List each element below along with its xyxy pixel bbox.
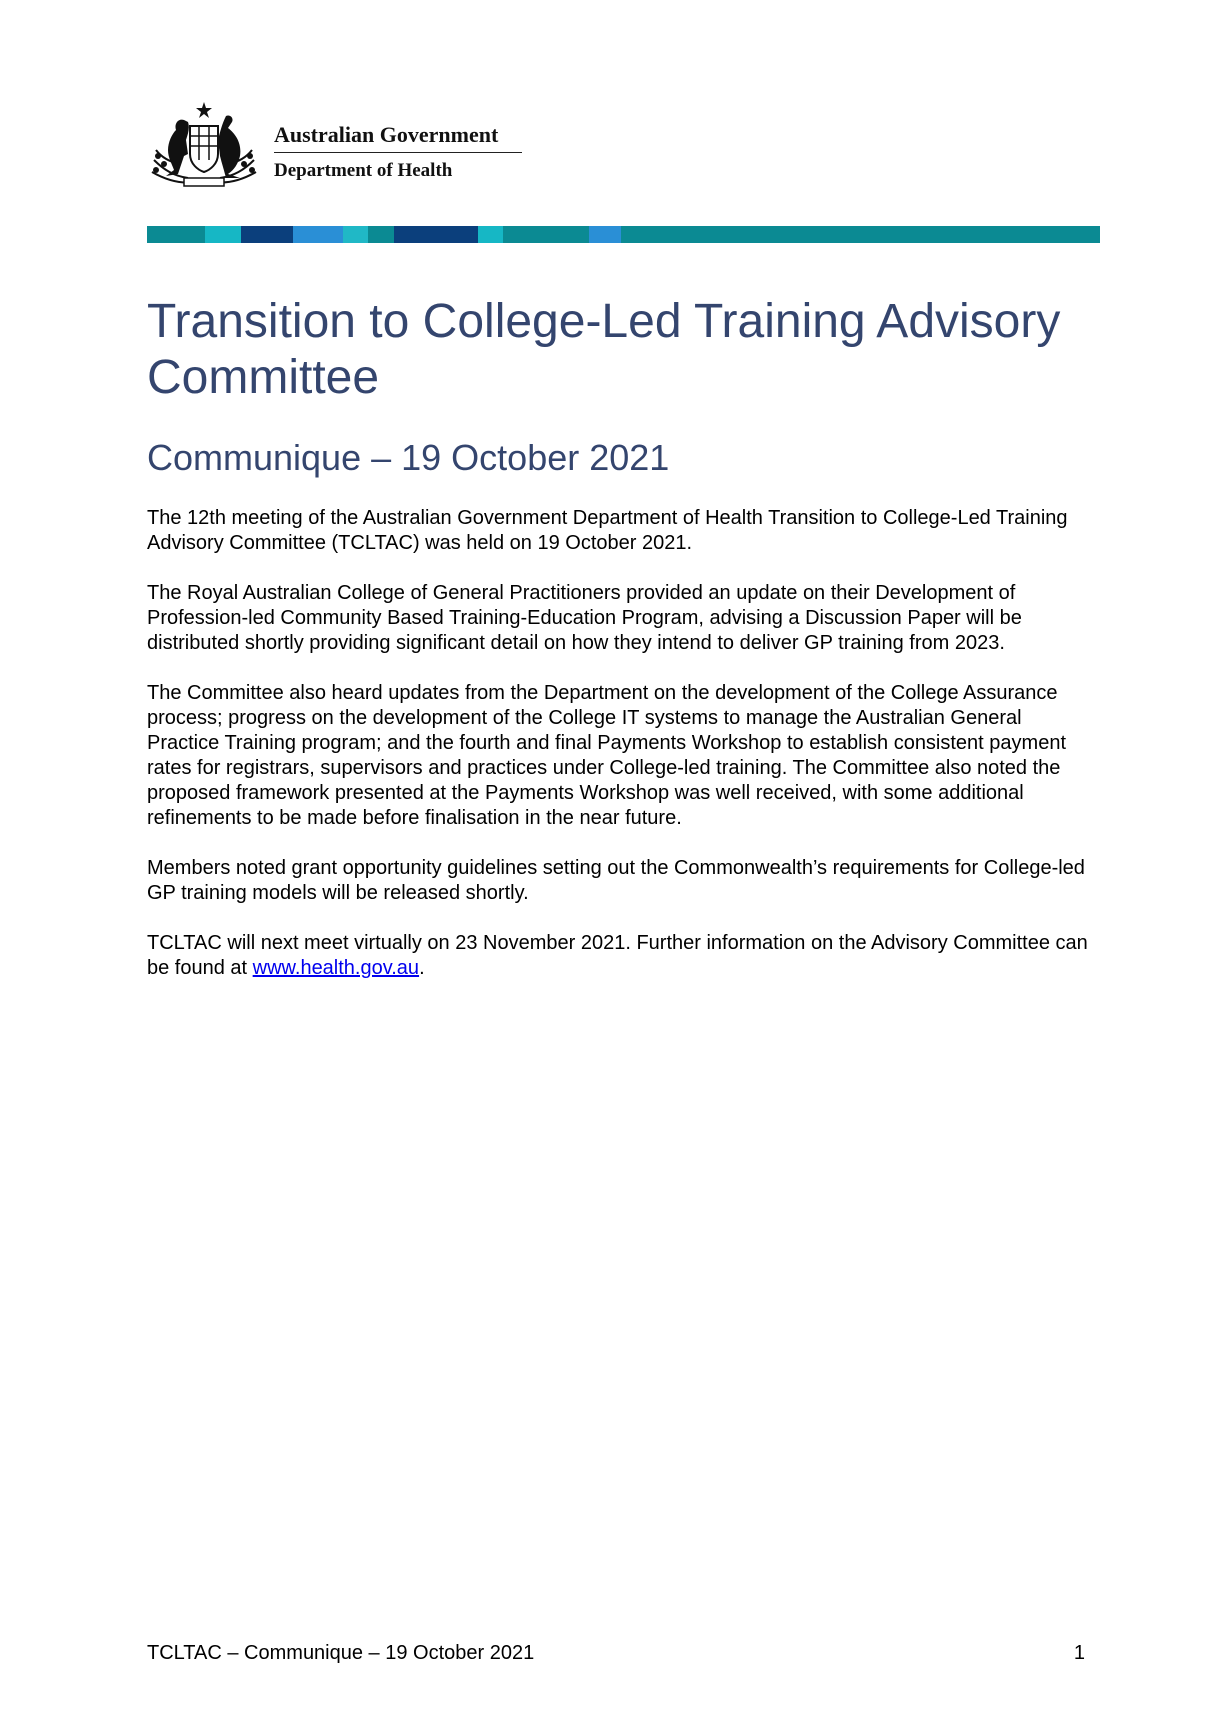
coat-of-arms-icon [144,100,264,192]
band-segment [343,226,368,243]
paragraph: The Royal Australian College of General Practitioners provided an update on their Development of Profession-led Community Based Training-Education Program, advising a Discussion Paper will be distributed shortly providing significant detail on how they intend to deliver GP training from 2023. [147,582,1022,654]
body-text [147,506,1093,1006]
government-name: Australian Government [274,122,499,147]
paragraph: The 12th meeting of the Australian Government Department of Health Transition to College-Led Training Advisory Committee (TCLTAC) was held on 19 October 2021. [147,507,1068,554]
band-segment [621,226,1100,243]
health-website-link[interactable]: www.health.gov.au [252,957,420,979]
band-segment [368,226,394,243]
wordmark-divider [274,152,522,153]
band-segment [478,226,503,243]
decorative-color-band [147,226,1100,243]
department-name: Department of Health [274,160,453,181]
page-title: Transition to College-Led Training Advisory Committee [147,295,1061,404]
footer-document-label: TCLTAC – Communique – 19 October 2021 [147,1642,535,1664]
paragraph: Members noted grant opportunity guidelines setting out the Commonwealth’s requirements for College-led GP training models will be released shortly. [147,857,1085,904]
paragraph-with-link [147,931,1093,981]
band-segment [147,226,205,243]
band-segment [205,226,241,243]
band-segment [503,226,589,243]
band-segment [293,226,343,243]
band-segment [589,226,621,243]
paragraph: The Committee also heard updates from the Department on the development of the College Assurance process; progress on the development of the College IT systems to manage the Australian General Practice Training program; and the fourth and final Payments Workshop to establish consistent payment rates for registrars, supervisors and practices under College-led training. The Committee also noted the proposed framework presented at the Payments Workshop was well received, with some additional refinements to be made before finalisation in the near future. [147,682,1067,829]
page-number: 1 [1073,1642,1085,1664]
header-logo [144,100,524,192]
paragraph-text-end: . [419,957,425,979]
government-wordmark [274,122,524,183]
band-segment [394,226,478,243]
page-subtitle: Communique – 19 October 2021 [147,437,670,478]
band-segment [241,226,293,243]
paragraph-text: TCLTAC will next meet virtually on 23 November 2021. Further information on the Advisory Committee can be found at [147,932,1088,979]
